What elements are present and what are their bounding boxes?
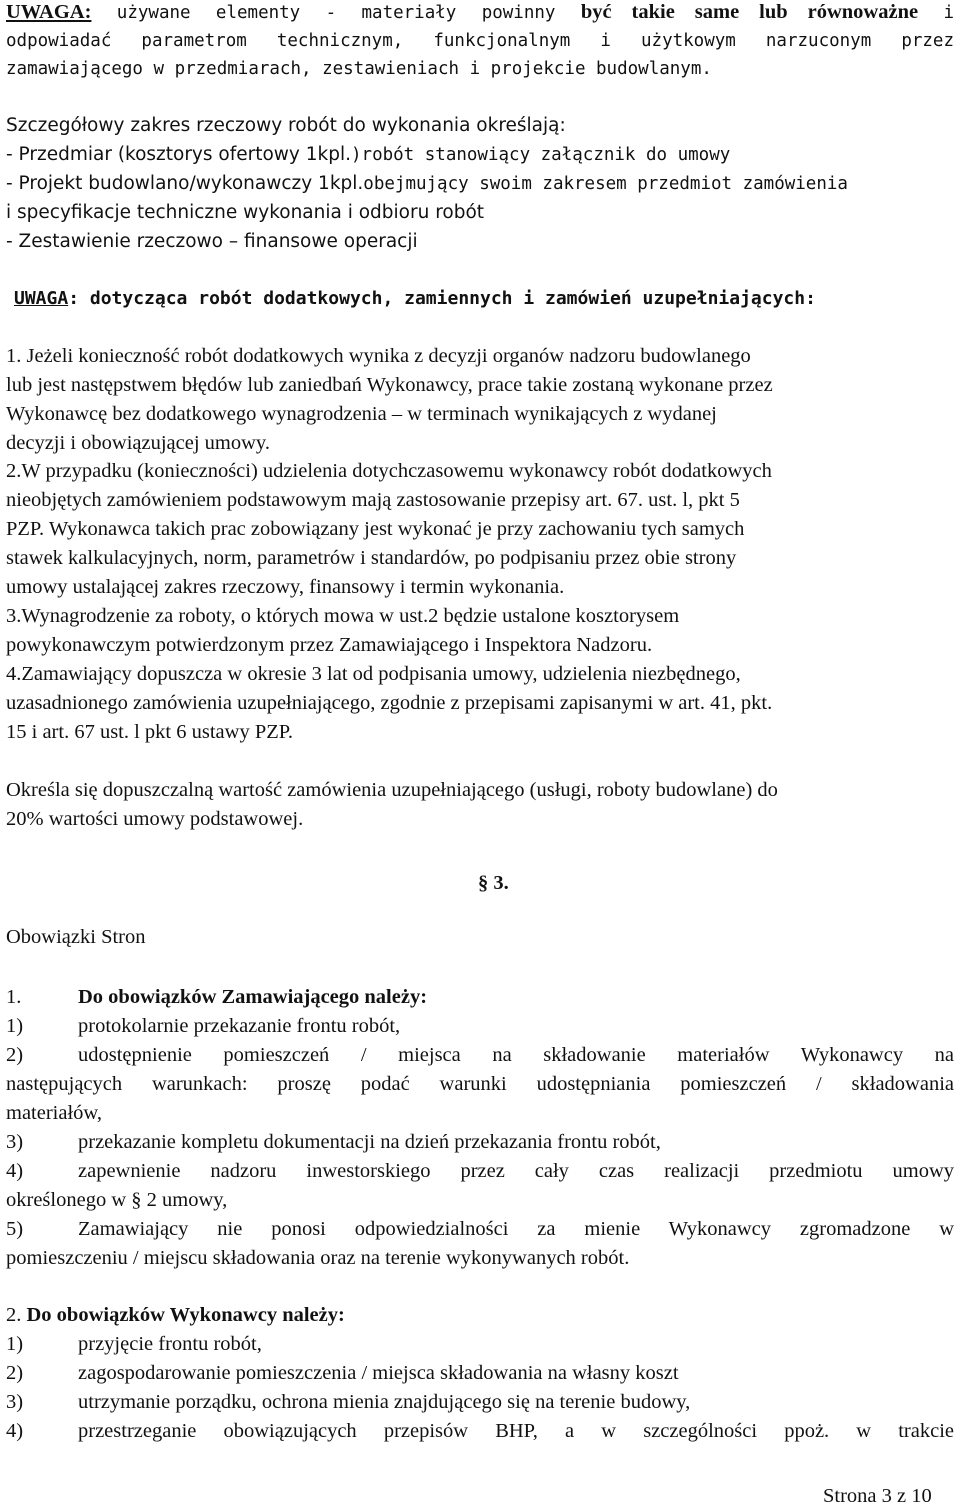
zamawiajacy-item-1 [6,1014,400,1038]
wykonawca-item-2 [6,1361,679,1385]
zamawiajacy-num: 1. [6,986,22,1008]
zamawiajacy-item-4 [6,1159,954,1183]
zamawiajacy-item-4-cont: określonego w § 2 umowy, [6,1189,228,1211]
uwaga-bold-text: być takie same lub równoważne [580,1,919,23]
zakres-heading: Szczegółowy zakres rzeczowy robót do wykonania określają: [6,115,566,136]
list-text: protokolarnie przekazanie frontu robót, [78,1015,401,1037]
uwaga-materials-line-1 [6,0,954,25]
uwaga-materials-line-3: zamawiającego w przedmiarach, zestawieniach i projekcie budowlanym. [6,59,712,79]
list-text: Zamawiający nie ponosi odpowiedzialności za mienie Wykonawcy zgromadzone w [78,1218,954,1240]
paragraph-line: Wykonawcę bez dodatkowego wynagrodzenia – w terminach wynikających z wydanej [6,403,717,425]
list-text: utrzymanie porządku, ochrona mienia znajdującego się na terenie budowy, [78,1391,691,1413]
zakres-item-projekt [6,172,848,196]
list-number: 1) [6,1015,24,1037]
zamawiajacy-item-5-cont: pomieszczeniu / miejscu składowania oraz na terenie wykonywanych robót. [6,1247,630,1269]
paragraph-line: PZP. Wykonawca takich prac zobowiązany jest wykonać je przy zachowaniu tych samych [6,518,745,540]
page-number-footer: Strona 3 z 10 [823,1485,932,1507]
list-text: zagospodarowanie pomieszczenia / miejsca składowania na własny koszt [78,1362,679,1384]
paragraph-line: umowy ustalającej zakres rzeczowy, finansowy i termin wykonania. [6,576,565,598]
zakres-item-projekt-b: obejmujący swoim zakresem przedmiot zamówienia [363,174,848,194]
list-number: 1) [6,1333,24,1355]
wykonawca-heading [6,1303,345,1327]
paragraph-line: 2.W przypadku (konieczności) udzielenia dotychczasowemu wykonawcy robót dodatkowych [6,460,772,482]
list-text: przestrzeganie obowiązujących przepisów BHP, a w szczególności ppoż. w trakcie [78,1420,954,1442]
paragraph-line: 4.Zamawiający dopuszcza w okresie 3 lat od podpisania umowy, udzielenia niezbędnego, [6,663,741,685]
paragraph-line: nieobjętych zamówieniem podstawowym mają zastosowanie przepisy art. 67. ust. l, pkt 5 [6,489,740,511]
okresla-line-1: Określa się dopuszczalną wartość zamówienia uzupełniającego (usługi, roboty budowlane) do [6,779,778,801]
wykonawca-item-4 [6,1419,954,1443]
zakres-item-przedmiar-a: - Przedmiar (kosztorys ofertowy 1kpl. [6,144,351,165]
list-number: 2) [6,1362,24,1384]
okresla-line-2: 20% wartości umowy podstawowej. [6,808,304,830]
paragraph-line: 1. Jeżeli konieczność robót dodatkowych wynika z decyzji organów nadzoru budowlanego [6,345,751,367]
section-title: Obowiązki Stron [6,926,146,948]
list-number: 3) [6,1131,24,1153]
paragraph-line: uzasadnionego zamówienia uzupełniającego, zgodnie z przepisami zapisanymi w art. 41, pkt. [6,692,773,714]
paragraph-line: lub jest następstwem błędów lub zaniedbań Wykonawcy, prace takie zostaną wykonane przez [6,374,773,396]
list-text: przyjęcie frontu robót, [78,1333,262,1355]
paragraph-line: powykonawczym potwierdzonym przez Zamawiającego i Inspektora Nadzoru. [6,634,653,656]
uwaga-text: używane elementy - materiały powinny [91,3,581,23]
zakres-item-przedmiar [6,143,730,167]
zakres-item-zestawienie: - Zestawienie rzeczowo – finansowe operacji [6,231,418,252]
paragraph-line: 3.Wynagrodzenie za roboty, o których mowa w ust.2 będzie ustalone kosztorysem [6,605,680,627]
zakres-item-specyfikacje: i specyfikacje techniczne wykonania i odbioru robót [6,202,485,223]
list-text: przekazanie kompletu dokumentacji na dzień przekazania frontu robót, [78,1131,661,1153]
zamawiajacy-item-2-cont2: materiałów, [6,1102,103,1124]
list-number: 5) [6,1218,24,1240]
zamawiajacy-heading-text: Do obowiązków Zamawiającego należy: [78,986,428,1008]
zakres-item-przedmiar-b: )robót stanowiący załącznik do umowy [351,145,731,165]
list-number: 3) [6,1391,24,1413]
uwaga2-text: : dotycząca robót dodatkowych, zamiennych i zamówień uzupełniających: [68,288,816,309]
zamawiajacy-item-3 [6,1130,661,1154]
wykonawca-num: 2. [6,1304,22,1326]
wykonawca-heading-text: Do obowiązków Wykonawcy należy: [21,1304,345,1326]
zakres-item-projekt-a: - Projekt budowlano/wykonawczy 1kpl. [6,173,364,194]
zamawiajacy-item-2 [6,1043,954,1067]
uwaga-label: UWAGA: [6,1,92,23]
paragraph-line: decyzji i obowiązującej umowy. [6,432,270,454]
section-number: § 3. [478,872,509,894]
uwaga-text-end: i [918,3,954,23]
paragraph-line: stawek kalkulacyjnych, norm, parametrów i standardów, po podpisaniu przez obie strony [6,547,737,569]
list-number: 2) [6,1044,24,1066]
uwaga2-label: UWAGA [14,288,69,309]
list-text: udostępnienie pomieszczeń / miejsca na składowanie materiałów Wykonawcy na [78,1044,954,1066]
list-number: 4) [6,1160,24,1182]
paragraph-line: 15 i art. 67 ust. l pkt 6 ustawy PZP. [6,721,294,743]
list-text: zapewnienie nadzoru inwestorskiego przez cały czas realizacji przedmiotu umowy [78,1160,954,1182]
zamawiajacy-item-5 [6,1217,954,1241]
uwaga-dodatkowe-heading [14,287,816,311]
zamawiajacy-item-2-cont: następujących warunkach: proszę podać warunki udostępniania pomieszczeń / składowania [6,1073,954,1095]
wykonawca-item-1 [6,1332,262,1356]
zamawiajacy-heading [6,985,427,1009]
uwaga-materials-line-2: odpowiadać parametrom technicznym, funkcjonalnym i użytkowym narzuconym przez [6,31,954,51]
list-number: 4) [6,1420,24,1442]
wykonawca-item-3 [6,1390,690,1414]
